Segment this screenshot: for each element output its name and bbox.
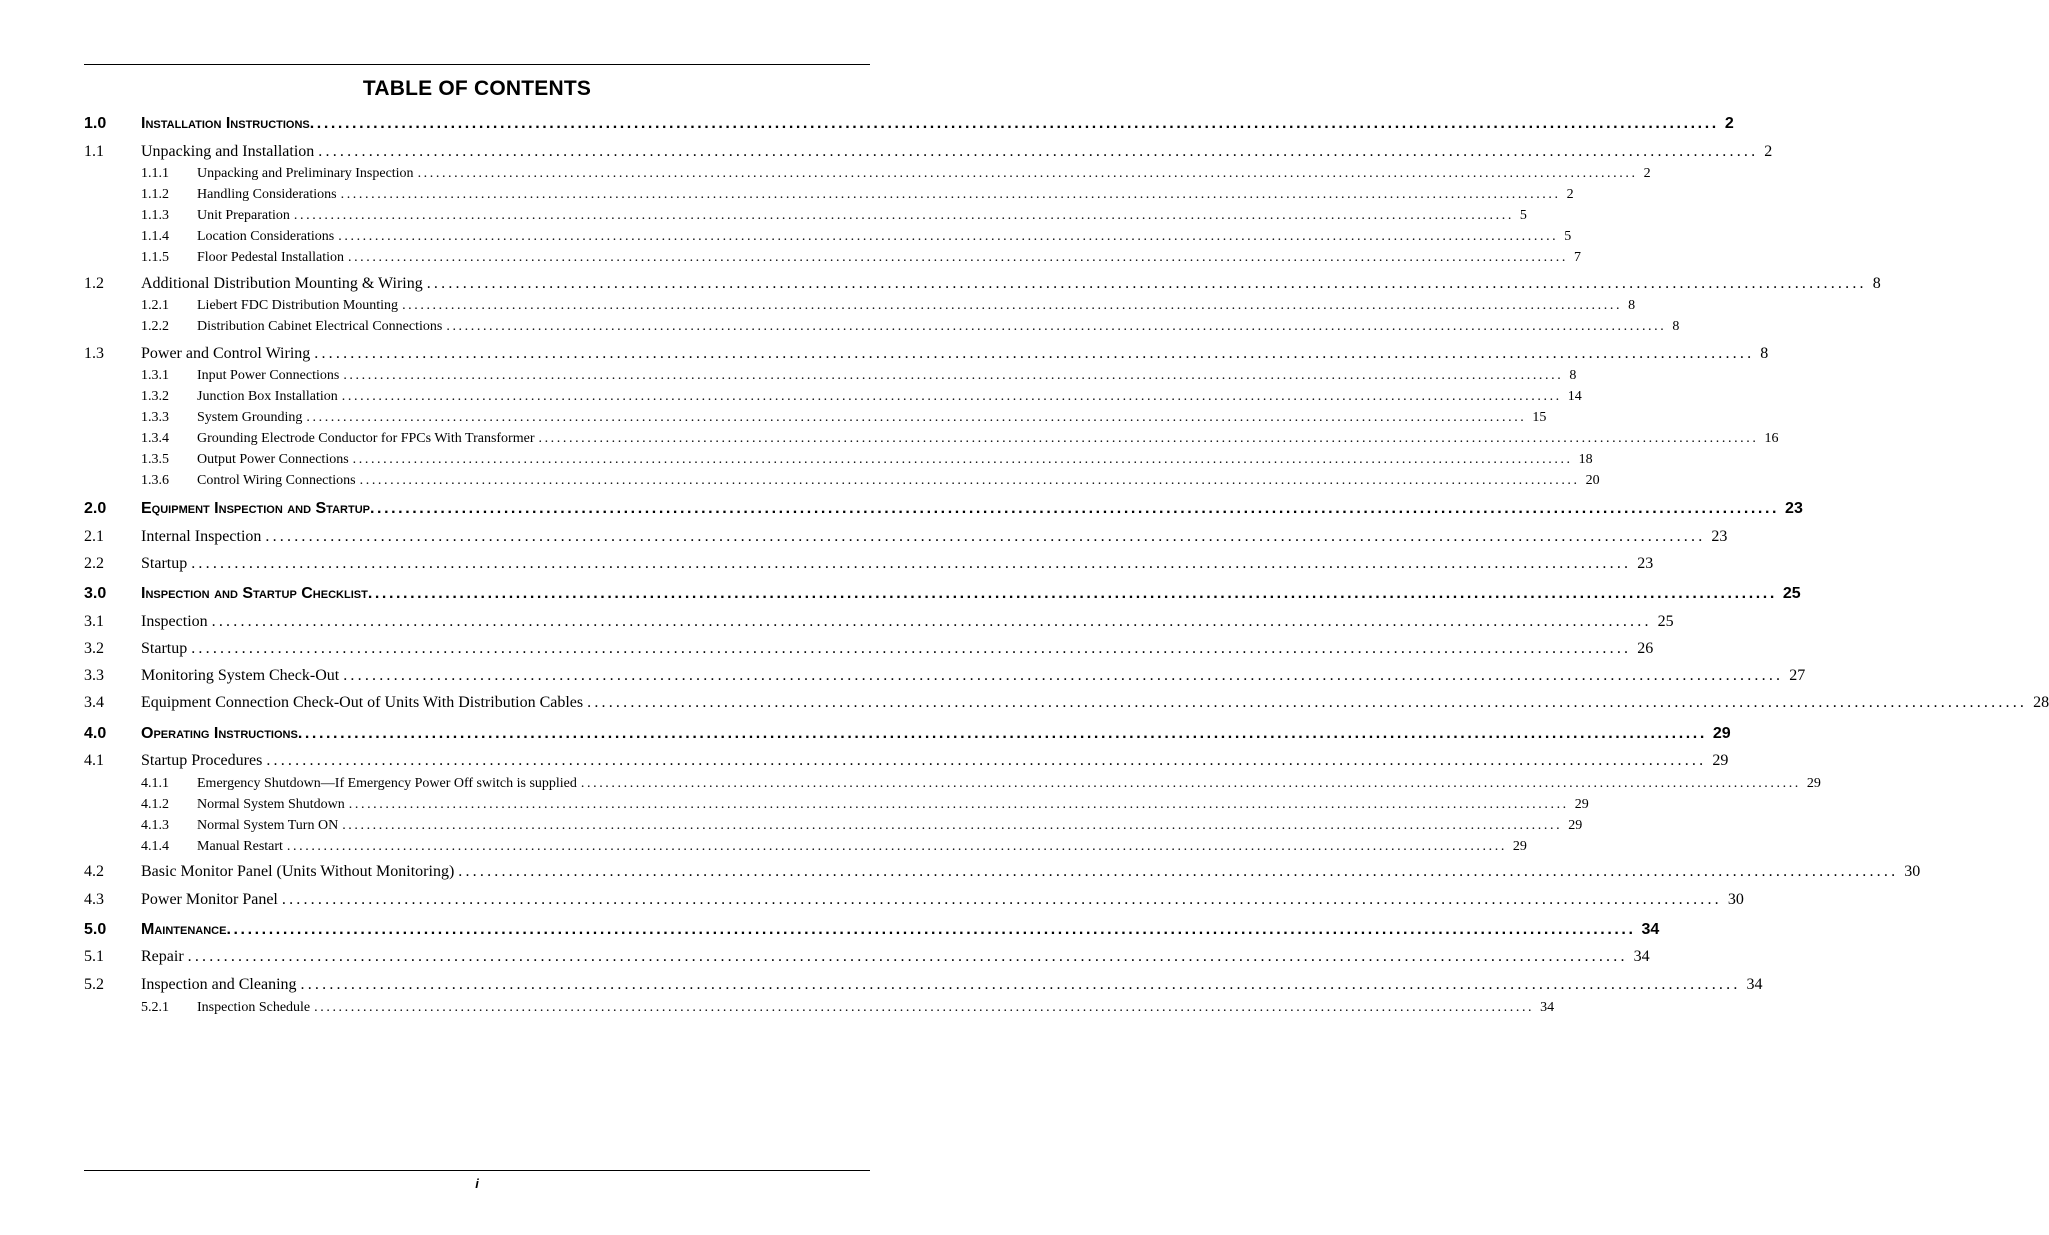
toc-entry[interactable] — [84, 410, 1547, 426]
toc-entry-page: 2 — [1566, 187, 1574, 202]
toc-entry[interactable] — [84, 452, 1593, 468]
dot-leader: ........................................................................................................................................................................................................ — [226, 921, 1636, 938]
toc-entry-title: Control Wiring Connections — [197, 473, 356, 488]
toc-entry[interactable] — [84, 345, 1769, 363]
toc-entry-number: 5.1 — [84, 948, 104, 965]
toc-entry[interactable] — [84, 208, 1527, 224]
toc-entry[interactable] — [84, 143, 1773, 161]
dot-leader: ........................................................................................................................................................................................................ — [318, 143, 1759, 160]
toc-entry-title: Normal System Shutdown — [197, 797, 345, 812]
toc-entry-title: Distribution Cabinet Electrical Connections — [197, 319, 443, 334]
toc-entry-page: 28 — [2033, 694, 2049, 711]
toc-entry[interactable] — [84, 725, 1731, 743]
footer-page-number: i — [475, 1176, 479, 1191]
toc-entry-title: Manual Restart — [197, 839, 283, 854]
toc-entry-title: Repair — [141, 948, 184, 965]
toc-entry-number: 1.3.1 — [141, 368, 169, 383]
toc-entry-number: 1.1.2 — [141, 187, 169, 202]
toc-entry-number: 4.1 — [84, 752, 104, 769]
toc-entry-title: Equipment Inspection and Startup — [141, 500, 370, 517]
dot-leader: ........................................................................................................................................................................................................ — [342, 818, 1563, 833]
toc-entry-number: 1.1 — [84, 143, 104, 160]
toc-entry-page: 8 — [1872, 275, 1881, 292]
toc-entry-title: System Grounding — [197, 410, 303, 425]
toc-entry-page: 30 — [1904, 863, 1921, 880]
dot-leader: ........................................................................................................................................................................................................ — [343, 368, 1564, 383]
toc-entry-number: 1.1.5 — [141, 250, 169, 265]
dot-leader: ........................................................................................................................................................................................................ — [187, 948, 1628, 965]
toc-entry-page: 5 — [1564, 229, 1572, 244]
toc-entry-number: 1.2.1 — [141, 298, 169, 313]
toc-entry-number: 1.2.2 — [141, 319, 169, 334]
dot-leader: ........................................................................................................................................................................................................ — [306, 410, 1527, 425]
toc-entry[interactable] — [84, 797, 1589, 813]
toc-entry[interactable] — [84, 187, 1574, 203]
toc-entry-page: 16 — [1764, 431, 1779, 446]
toc-entry-number: 5.2.1 — [141, 1000, 169, 1015]
toc-entry[interactable] — [84, 948, 1650, 966]
toc-entry-number: 1.3.4 — [141, 431, 169, 446]
toc-entry-number: 4.3 — [84, 891, 104, 908]
toc-entry-page: 29 — [1712, 725, 1731, 742]
header-rule — [84, 64, 870, 65]
toc-entry-title: Maintenance — [141, 921, 227, 938]
toc-entry-title: Installation Instructions — [141, 115, 310, 132]
toc-entry-number: 3.1 — [84, 613, 104, 630]
dot-leader: ........................................................................................................................................................................................................ — [314, 345, 1755, 362]
toc-entry-title: Liebert FDC Distribution Mounting — [197, 298, 399, 313]
toc-entry-title: Startup Procedures — [141, 752, 263, 769]
toc-entry-title: Additional Distribution Mounting & Wiring — [141, 275, 423, 292]
toc-entry-number: 1.1.1 — [141, 166, 169, 181]
toc-entry-page: 23 — [1711, 528, 1728, 545]
toc-entry-title: Power and Control Wiring — [141, 345, 311, 362]
toc-entry-number: 1.0 — [84, 115, 107, 132]
toc-entry[interactable] — [84, 555, 1654, 573]
toc-entry-number: 4.1.3 — [141, 818, 169, 833]
toc-entry[interactable] — [84, 921, 1660, 939]
toc-entry-number: 1.2 — [84, 275, 104, 292]
toc-entry-number: 1.3.2 — [141, 389, 169, 404]
dot-leader: ........................................................................................................................................................................................................ — [338, 229, 1559, 244]
toc-entry[interactable] — [84, 229, 1572, 245]
toc-entry-title: Unit Preparation — [197, 208, 290, 223]
toc-entry-page: 23 — [1637, 555, 1654, 572]
toc-entry-page: 8 — [1569, 368, 1577, 383]
toc-entry-number: 4.1.2 — [141, 797, 169, 812]
toc-entry-page: 18 — [1578, 452, 1593, 467]
toc-entry[interactable] — [84, 500, 1803, 518]
dot-leader: ........................................................................................................................................................................................................ — [369, 500, 1780, 517]
toc-entry-title: Internal Inspection — [141, 528, 262, 545]
toc-entry-number: 2.2 — [84, 555, 104, 572]
toc-entry-number: 1.1.4 — [141, 229, 169, 244]
dot-leader: ........................................................................................................................................................................................................ — [211, 613, 1652, 630]
toc-entry-title: Inspection Schedule — [197, 1000, 311, 1015]
toc-entry-title: Output Power Connections — [197, 452, 349, 467]
toc-entry-page: 27 — [1789, 667, 1806, 684]
footer-rule — [84, 1170, 870, 1171]
toc-entry[interactable] — [84, 368, 1577, 384]
toc-entry[interactable] — [84, 1000, 1555, 1016]
toc-entry-title: Power Monitor Panel — [141, 891, 278, 908]
dot-leader: ........................................................................................................................................................................................................ — [281, 891, 1722, 908]
dot-leader: ........................................................................................................................................................................................................ — [309, 115, 1719, 132]
toc-entry-number: 2.0 — [84, 500, 107, 517]
toc-entry-title: Emergency Shutdown—If Emergency Power Off switch is supplied — [197, 776, 577, 791]
toc-entry[interactable] — [84, 115, 1734, 133]
dot-leader: ........................................................................................................................................................................................................ — [417, 166, 1638, 181]
toc-entry-page: 34 — [1641, 921, 1660, 938]
dot-leader: ........................................................................................................................................................................................................ — [266, 752, 1707, 769]
dot-leader: ........................................................................................................................................................................................................ — [343, 667, 1784, 684]
toc-entry-page: 14 — [1567, 389, 1582, 404]
toc-entry-number: 1.3.3 — [141, 410, 169, 425]
toc-entry[interactable] — [84, 389, 1582, 405]
toc-entry[interactable] — [84, 166, 1651, 182]
toc-entry-number: 3.4 — [84, 694, 104, 711]
dot-leader: ........................................................................................................................................................................................................ — [191, 555, 1632, 572]
toc-entry-page: 2 — [1724, 115, 1734, 132]
toc-entry-page: 34 — [1746, 976, 1763, 993]
toc-entry-number: 1.1.3 — [141, 208, 169, 223]
dot-leader: ........................................................................................................................................................................................................ — [402, 298, 1623, 313]
toc-entry-title: Input Power Connections — [197, 368, 340, 383]
toc-entry[interactable] — [84, 640, 1654, 658]
toc-entry-title: Inspection and Cleaning — [141, 976, 297, 993]
toc-entry-title: Floor Pedestal Installation — [197, 250, 344, 265]
toc-entry-page: 26 — [1637, 640, 1654, 657]
toc-entry[interactable] — [84, 528, 1728, 546]
toc-entry-page: 30 — [1727, 891, 1744, 908]
toc-entry-title: Unpacking and Preliminary Inspection — [197, 166, 414, 181]
toc-entry-title: Equipment Connection Check-Out of Units With Distribution Cables — [141, 694, 584, 711]
dot-leader: ........................................................................................................................................................................................................ — [286, 839, 1507, 854]
dot-leader: ........................................................................................................................................................................................................ — [367, 585, 1777, 602]
toc-entry-page: 8 — [1760, 345, 1769, 362]
toc-entry-page: 29 — [1712, 752, 1729, 769]
dot-leader: ........................................................................................................................................................................................................ — [458, 863, 1899, 880]
toc-entry-page: 25 — [1657, 613, 1674, 630]
toc-entry[interactable] — [84, 275, 1881, 293]
toc-entry-title: Operating Instructions — [141, 725, 298, 742]
dot-leader: ........................................................................................................................................................................................................ — [580, 776, 1801, 791]
toc-entry[interactable] — [84, 473, 1600, 489]
toc-entry-title: Startup — [141, 640, 188, 657]
toc-entry[interactable] — [84, 585, 1801, 603]
toc-entry-page: 23 — [1785, 500, 1803, 517]
dot-leader: ........................................................................................................................................................................................................ — [314, 1000, 1535, 1015]
dot-leader: ........................................................................................................................................................................................................ — [341, 389, 1562, 404]
dot-leader: ........................................................................................................................................................................................................ — [446, 319, 1667, 334]
toc-entry-page: 7 — [1573, 250, 1581, 265]
toc-entry-title: Unpacking and Installation — [141, 143, 315, 160]
toc-entry-page: 2 — [1764, 143, 1773, 160]
toc-entry[interactable] — [84, 298, 1636, 314]
toc-entry-title: Handling Considerations — [197, 187, 337, 202]
toc-entry-number: 4.2 — [84, 863, 104, 880]
toc-entry[interactable] — [84, 694, 2049, 712]
toc-entry-number: 1.3 — [84, 345, 104, 362]
toc-entry[interactable] — [84, 667, 1806, 685]
toc-entry[interactable] — [84, 613, 1674, 631]
toc-entry-number: 5.2 — [84, 976, 104, 993]
toc-entry[interactable] — [84, 818, 1583, 834]
dot-leader: ........................................................................................................................................................................................................ — [347, 250, 1568, 265]
toc-entry-title: Normal System Turn ON — [197, 818, 339, 833]
toc-entry[interactable] — [84, 839, 1527, 855]
dot-leader: ........................................................................................................................................................................................................ — [426, 275, 1867, 292]
toc-entry-page: 5 — [1519, 208, 1527, 223]
toc-entry-number: 2.1 — [84, 528, 104, 545]
toc-entry-page: 29 — [1806, 776, 1821, 791]
toc-entry-page: 34 — [1540, 1000, 1555, 1015]
toc-entry-number: 3.2 — [84, 640, 104, 657]
toc-entry[interactable] — [84, 431, 1779, 447]
toc-entry-number: 4.1.4 — [141, 839, 169, 854]
toc-entry-page: 20 — [1585, 473, 1600, 488]
dot-leader: ........................................................................................................................................................................................................ — [300, 976, 1741, 993]
toc-entry[interactable] — [84, 752, 1729, 770]
dot-leader: ........................................................................................................................................................................................................ — [293, 208, 1514, 223]
toc-entry[interactable] — [84, 319, 1680, 335]
toc-entry-page: 8 — [1628, 298, 1636, 313]
toc-entry-page: 8 — [1672, 319, 1680, 334]
toc-entry-number: 1.3.6 — [141, 473, 169, 488]
toc-entry-number: 1.3.5 — [141, 452, 169, 467]
toc-entry-page: 29 — [1512, 839, 1527, 854]
dot-leader: ........................................................................................................................................................................................................ — [265, 528, 1706, 545]
toc-entry-title: Startup — [141, 555, 188, 572]
page-title: TABLE OF CONTENTS — [362, 77, 592, 100]
toc-entry[interactable] — [84, 891, 1744, 909]
toc-entry-page: 29 — [1568, 818, 1583, 833]
toc-entry-page: 15 — [1532, 410, 1547, 425]
toc-entry-page: 25 — [1782, 585, 1801, 602]
toc-entry[interactable] — [84, 863, 1921, 881]
dot-leader: ........................................................................................................................................................................................................ — [352, 452, 1573, 467]
dot-leader: ........................................................................................................................................................................................................ — [191, 640, 1632, 657]
dot-leader: ........................................................................................................................................................................................................ — [538, 431, 1759, 446]
toc-entry[interactable] — [84, 250, 1581, 266]
dot-leader: ........................................................................................................................................................................................................ — [348, 797, 1569, 812]
toc-entry-page: 2 — [1643, 166, 1651, 181]
toc-entry-page: 34 — [1633, 948, 1650, 965]
toc-entry-number: 4.1.1 — [141, 776, 169, 791]
toc-entry-title: Inspection and Startup Checklist — [141, 585, 368, 602]
toc-entry-number: 3.0 — [84, 585, 107, 602]
toc-entry-number: 5.0 — [84, 921, 107, 938]
toc-entry-title: Location Considerations — [197, 229, 335, 244]
dot-leader: ........................................................................................................................................................................................................ — [297, 725, 1707, 742]
toc-entry[interactable] — [84, 776, 1821, 792]
toc-entry-page: 29 — [1574, 797, 1589, 812]
toc-entry-title: Inspection — [141, 613, 208, 630]
toc-entry-title: Grounding Electrode Conductor for FPCs With Transformer — [197, 431, 535, 446]
toc-entry-number: 4.0 — [84, 725, 107, 742]
toc-entry[interactable] — [84, 976, 1763, 994]
dot-leader: ........................................................................................................................................................................................................ — [359, 473, 1580, 488]
toc-entry-number: 3.3 — [84, 667, 104, 684]
toc-entry-title: Basic Monitor Panel (Units Without Monitoring) — [141, 863, 455, 880]
toc-entry-title: Junction Box Installation — [197, 389, 338, 404]
toc-entry-title: Monitoring System Check-Out — [141, 667, 340, 684]
dot-leader: ........................................................................................................................................................................................................ — [587, 694, 2028, 711]
dot-leader: ........................................................................................................................................................................................................ — [340, 187, 1561, 202]
